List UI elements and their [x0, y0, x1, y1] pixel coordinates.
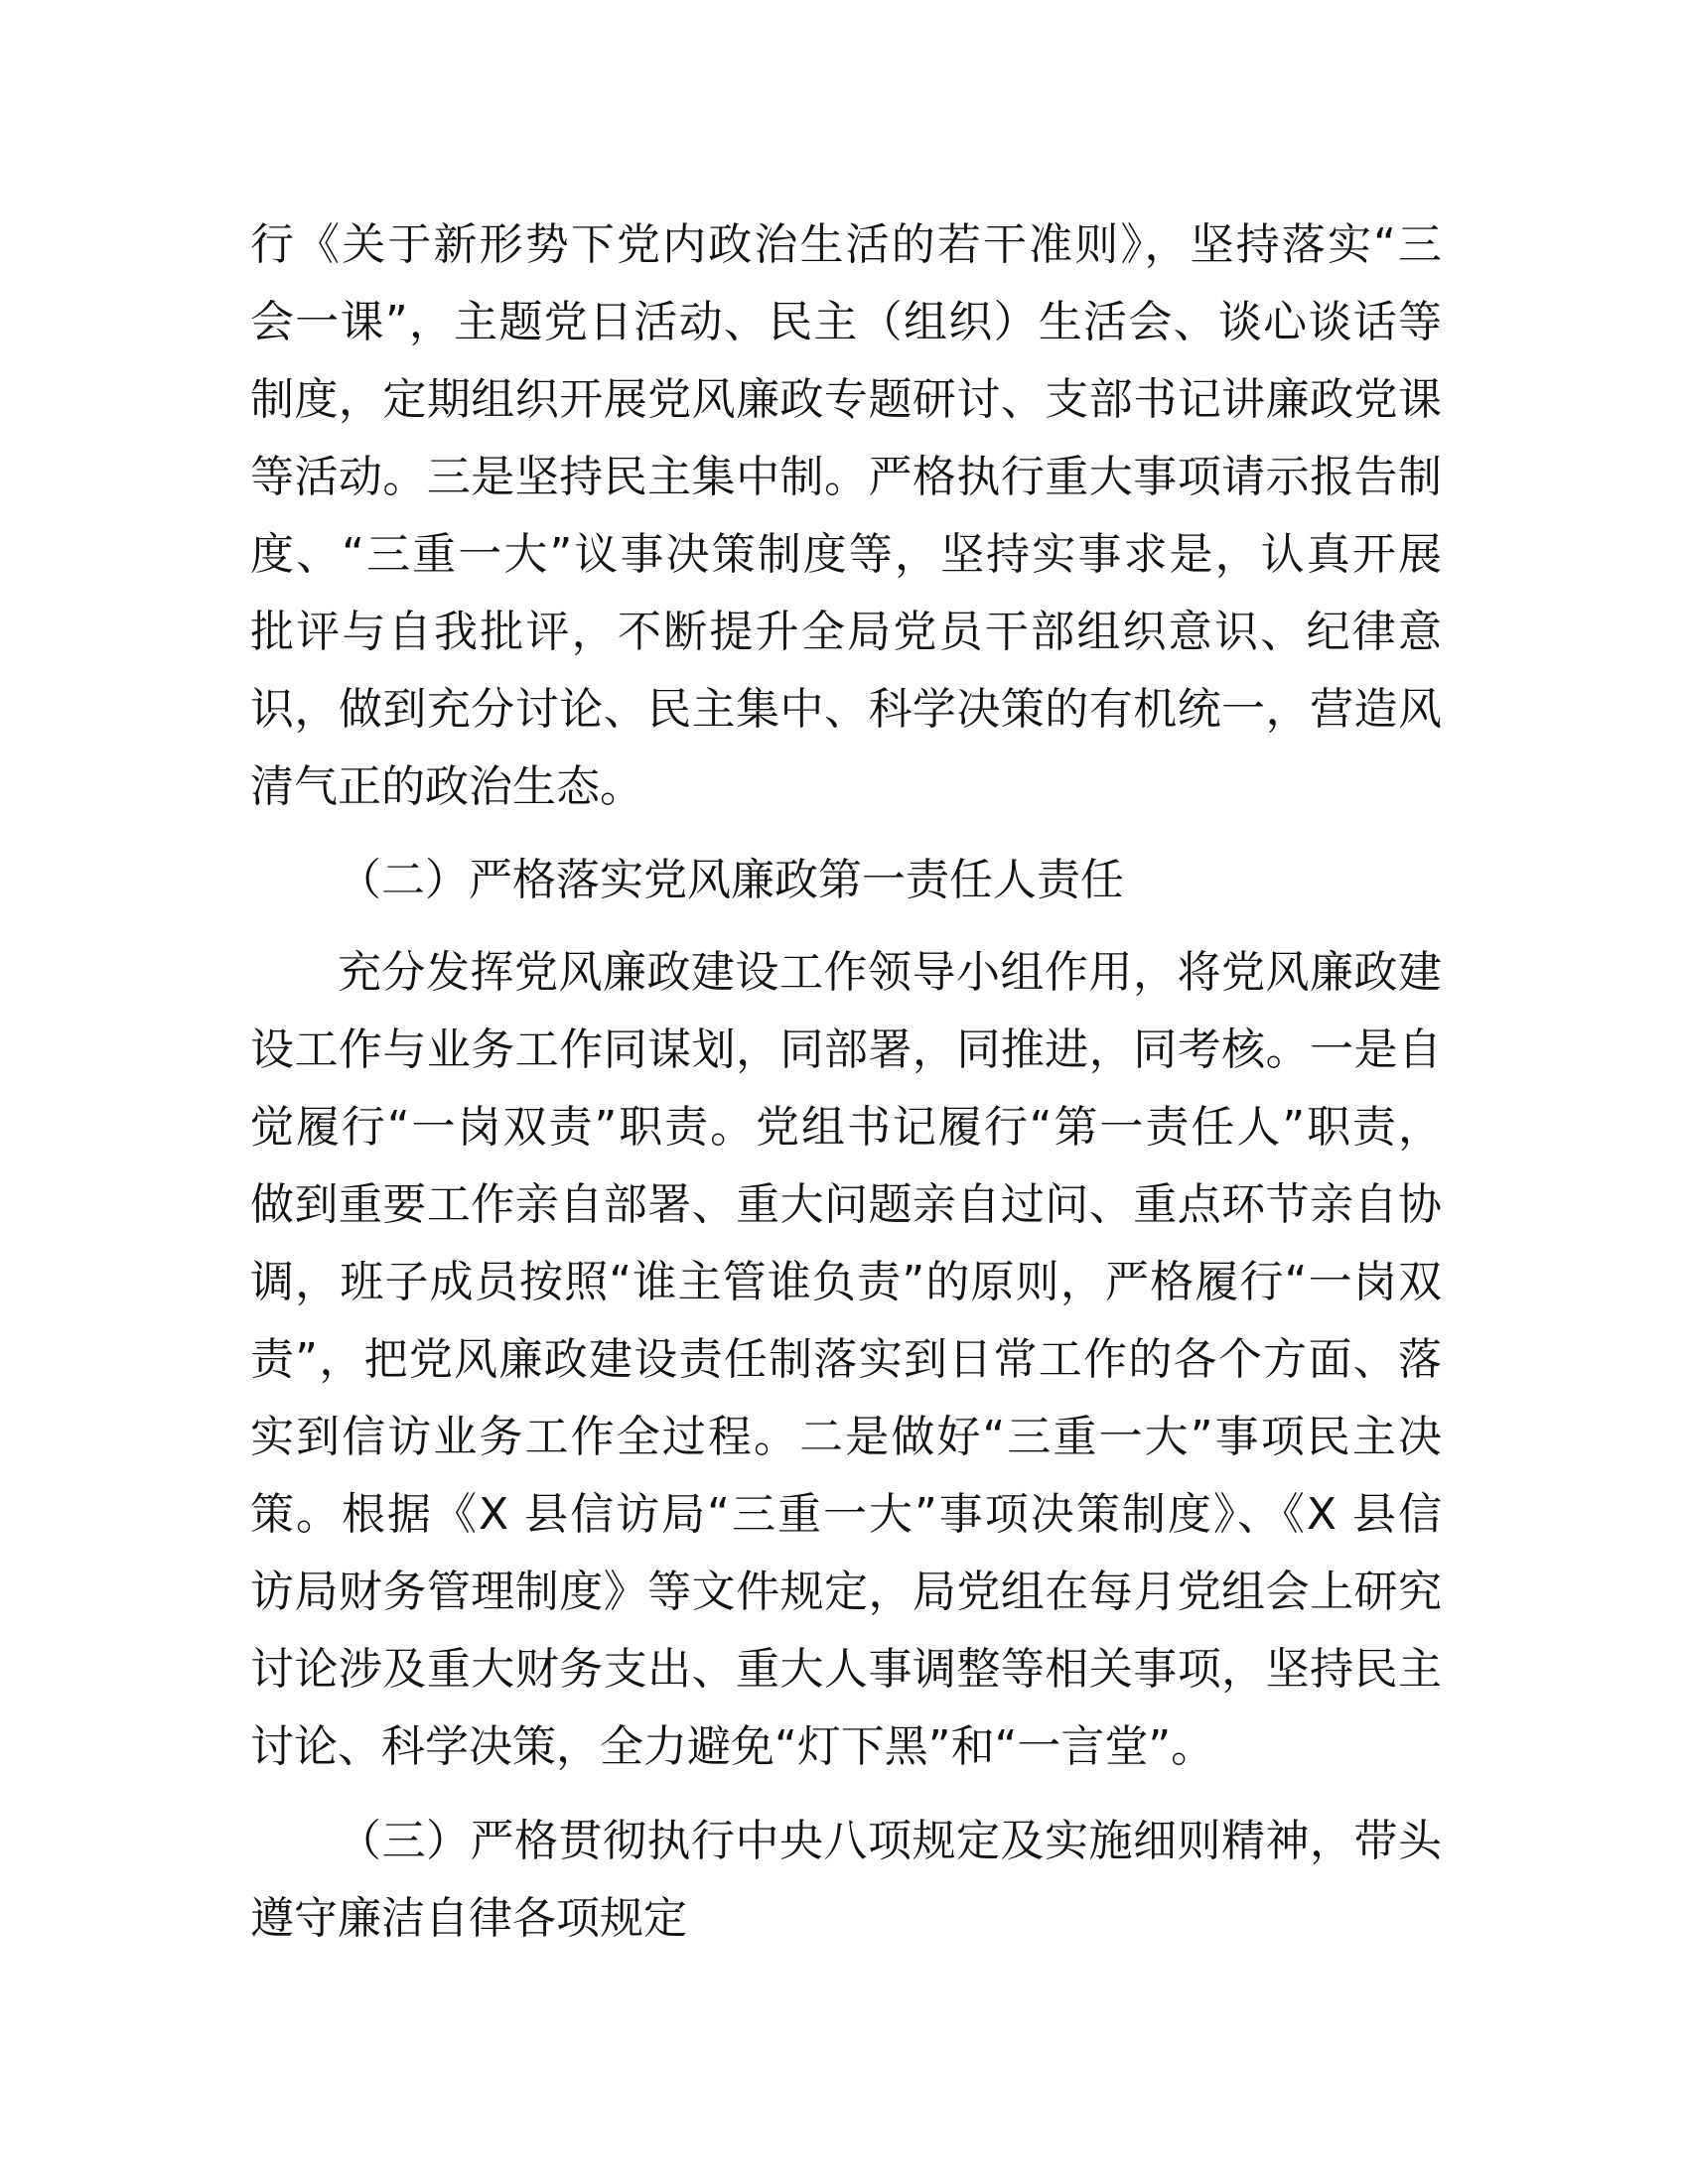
section-heading-2: [250, 842, 1442, 919]
paragraph-line: 做到重要工作亲自部署、重大问题亲自过问、重点环节亲自协: [250, 1179, 1442, 1230]
paragraph-line: 充分发挥党风廉政建设工作领导小组作用，将党风廉政建: [338, 947, 1442, 998]
paragraph-line: 批评与自我批评，不断提升全局党员干部组织意识、纪律意: [250, 607, 1442, 657]
section-heading-3: [250, 1803, 1442, 1958]
paragraph-line: 设工作与业务工作同谋划，同部署，同推进，同考核。一是自: [250, 1024, 1442, 1075]
paragraph-line: 行《关于新形势下党内政治生活的若干准则》，坚持落实“三: [250, 219, 1442, 270]
paragraph-line: 策。根据《X 县信访局“三重一大”事项决策制度》、《X 县信: [250, 1489, 1442, 1540]
paragraph-line: 调，班子成员按照“谁主管谁负责”的原则，严格履行“一岗双: [250, 1257, 1442, 1307]
paragraph-line: 清气正的政治生态。: [250, 761, 643, 812]
paragraph-line: 讨论涉及重大财务支出、重大人事调整等相关事项，坚持民主: [250, 1644, 1442, 1695]
paragraph-line: 度、“三重一大”议事决策制度等，坚持实事求是，认真开展: [250, 529, 1442, 580]
paragraph-line: 会一课”，主题党日活动、民主（组织）生活会、谈心谈话等: [250, 297, 1442, 347]
paragraph-line: 实到信访业务工作全过程。二是做好“三重一大”事项民主决: [250, 1412, 1442, 1462]
heading-line: （三）严格贯彻执行中央八项规定及实施细则精神，带头: [338, 1816, 1442, 1866]
paragraph-line: 访局财务管理制度》等文件规定，局党组在每月党组会上研究: [250, 1567, 1442, 1617]
paragraph-line: 识，做到充分讨论、民主集中、科学决策的有机统一，营造风: [250, 684, 1442, 735]
heading-line: （二）严格落实党风廉政第一责任人责任: [338, 855, 1124, 905]
paragraph-democratic-centralism: [250, 206, 1442, 826]
paragraph-line: 责”，把党风廉政建设责任制落实到日常工作的各个方面、落: [250, 1334, 1442, 1385]
paragraph-line: 等活动。三是坚持民主集中制。严格执行重大事项请示报告制: [250, 452, 1442, 502]
paragraph-line: 讨论、科学决策，全力避免“灯下黑”和“一言堂”。: [250, 1721, 1215, 1772]
paragraph-line: 觉履行“一岗双责”职责。党组书记履行“第一责任人”职责，: [250, 1102, 1442, 1153]
heading-line: 遵守廉洁自律各项规定: [250, 1893, 687, 1944]
paragraph-line: 制度，定期组织开展党风廉政专题研讨、支部书记讲廉政党课: [250, 374, 1442, 425]
paragraph-first-responsible-person: [250, 934, 1442, 1786]
